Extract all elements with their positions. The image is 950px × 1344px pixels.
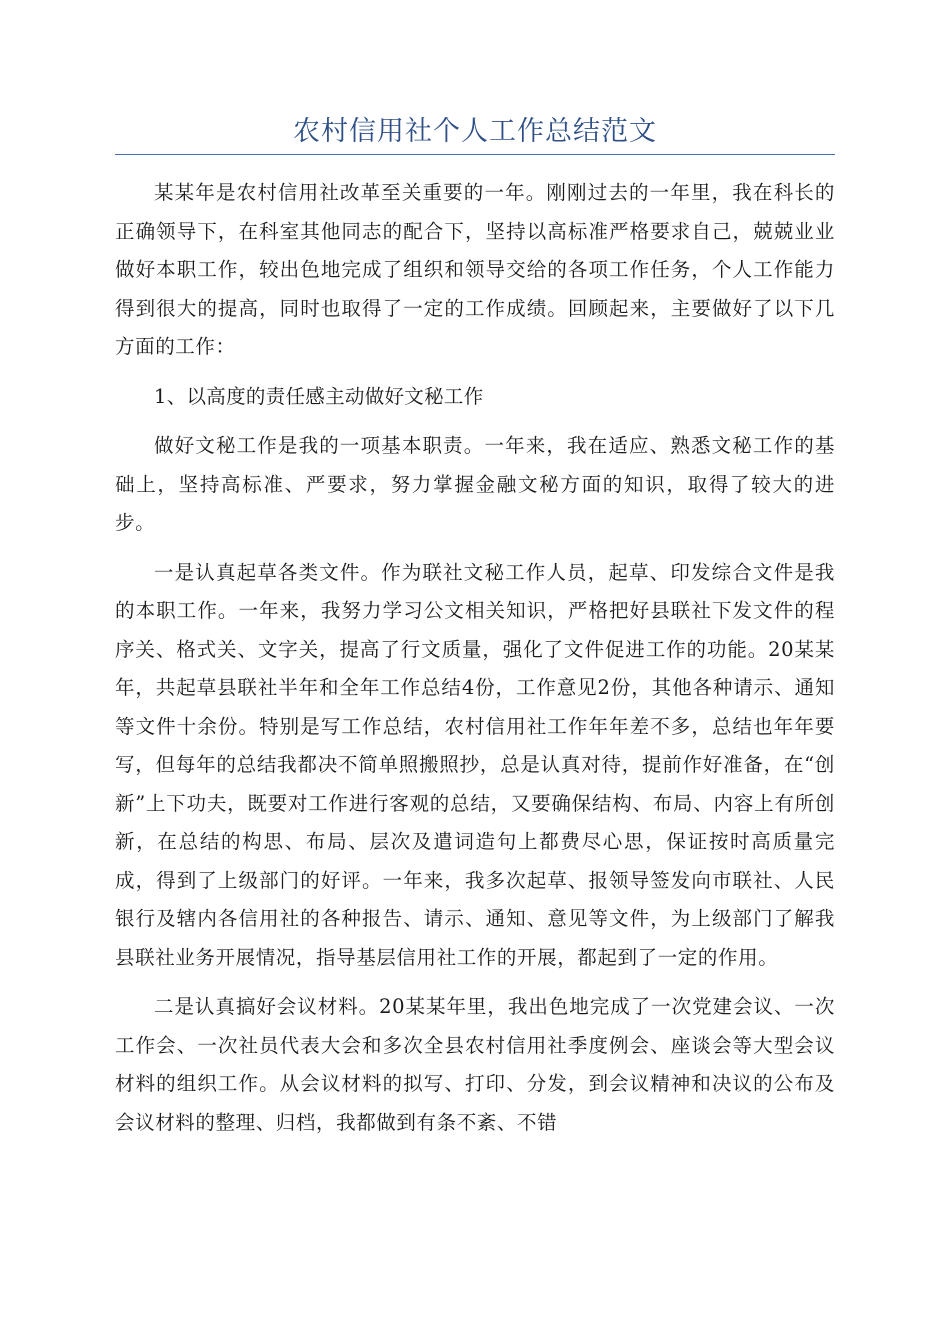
paragraph-meeting-materials: 二是认真搞好会议材料。20某某年里，我出色地完成了一次党建会议、一次工作会、一次社员代表大会和多次全县农村信用社季度例会、座谈会等大型会议材料的组织工作。从会议材料的拟写、打印、分发，到会议精神和决议的公布及会议材料的整理、归档，我都做到有条不紊、不错: [115, 995, 835, 1134]
paragraph-drafting-documents: 一是认真起草各类文件。作为联社文秘工作人员，起草、印发综合文件是我的本职工作。一年来，我努力学习公文相关知识，严格把好县联社下发文件的程序关、格式关、文字关，提高了行文质量，强化了文件促进工作的功能。20某某年，共起草县联社半年和全年工作总结4份，工作意见2份，其他各种请示、通知等文件十余份。特别是写工作总结，农村信用社工作年年差不多，总结也年年要写，但每年的总结我都决不简单照搬照抄，总是认真对待，提前作好准备，在“创新”上下功夫，既要对工作进行客观的总结，又要确保结构、布局、内容上有所创新，在总结的构思、布局、层次及遣词造句上都费尽心思，保证按时高质量完成，得到了上级部门的好评。一年来，我多次起草、报领导签发向市联社、人民银行及辖内各信用社的各种报告、请示、通知、意见等文件，为上级部门了解我县联社业务开展情况，指导基层信用社工作的开展，都起到了一定的作用。: [115, 560, 835, 969]
paragraph-intro: 某某年是农村信用社改革至关重要的一年。刚刚过去的一年里，我在科长的正确领导下，在科室其他同志的配合下，坚持以高标准严格要求自己，兢兢业业做好本职工作，较出色地完成了组织和领导交给的各项工作任务，个人工作能力得到很大的提高，同时也取得了一定的工作成绩。回顾起来，主要做好了以下几方面的工作：: [115, 181, 835, 358]
title-underline: [115, 154, 835, 155]
document-title: 农村信用社个人工作总结范文: [293, 116, 657, 147]
paragraph-secretarial-duty: 做好文秘工作是我的一项基本职责。一年来，我在适应、熟悉文秘工作的基础上，坚持高标准、严要求，努力掌握金融文秘方面的知识，取得了较大的进步。: [115, 434, 835, 534]
section-heading-1: 1、以高度的责任感主动做好文秘工作: [154, 384, 484, 408]
document-body: [115, 174, 835, 1153]
